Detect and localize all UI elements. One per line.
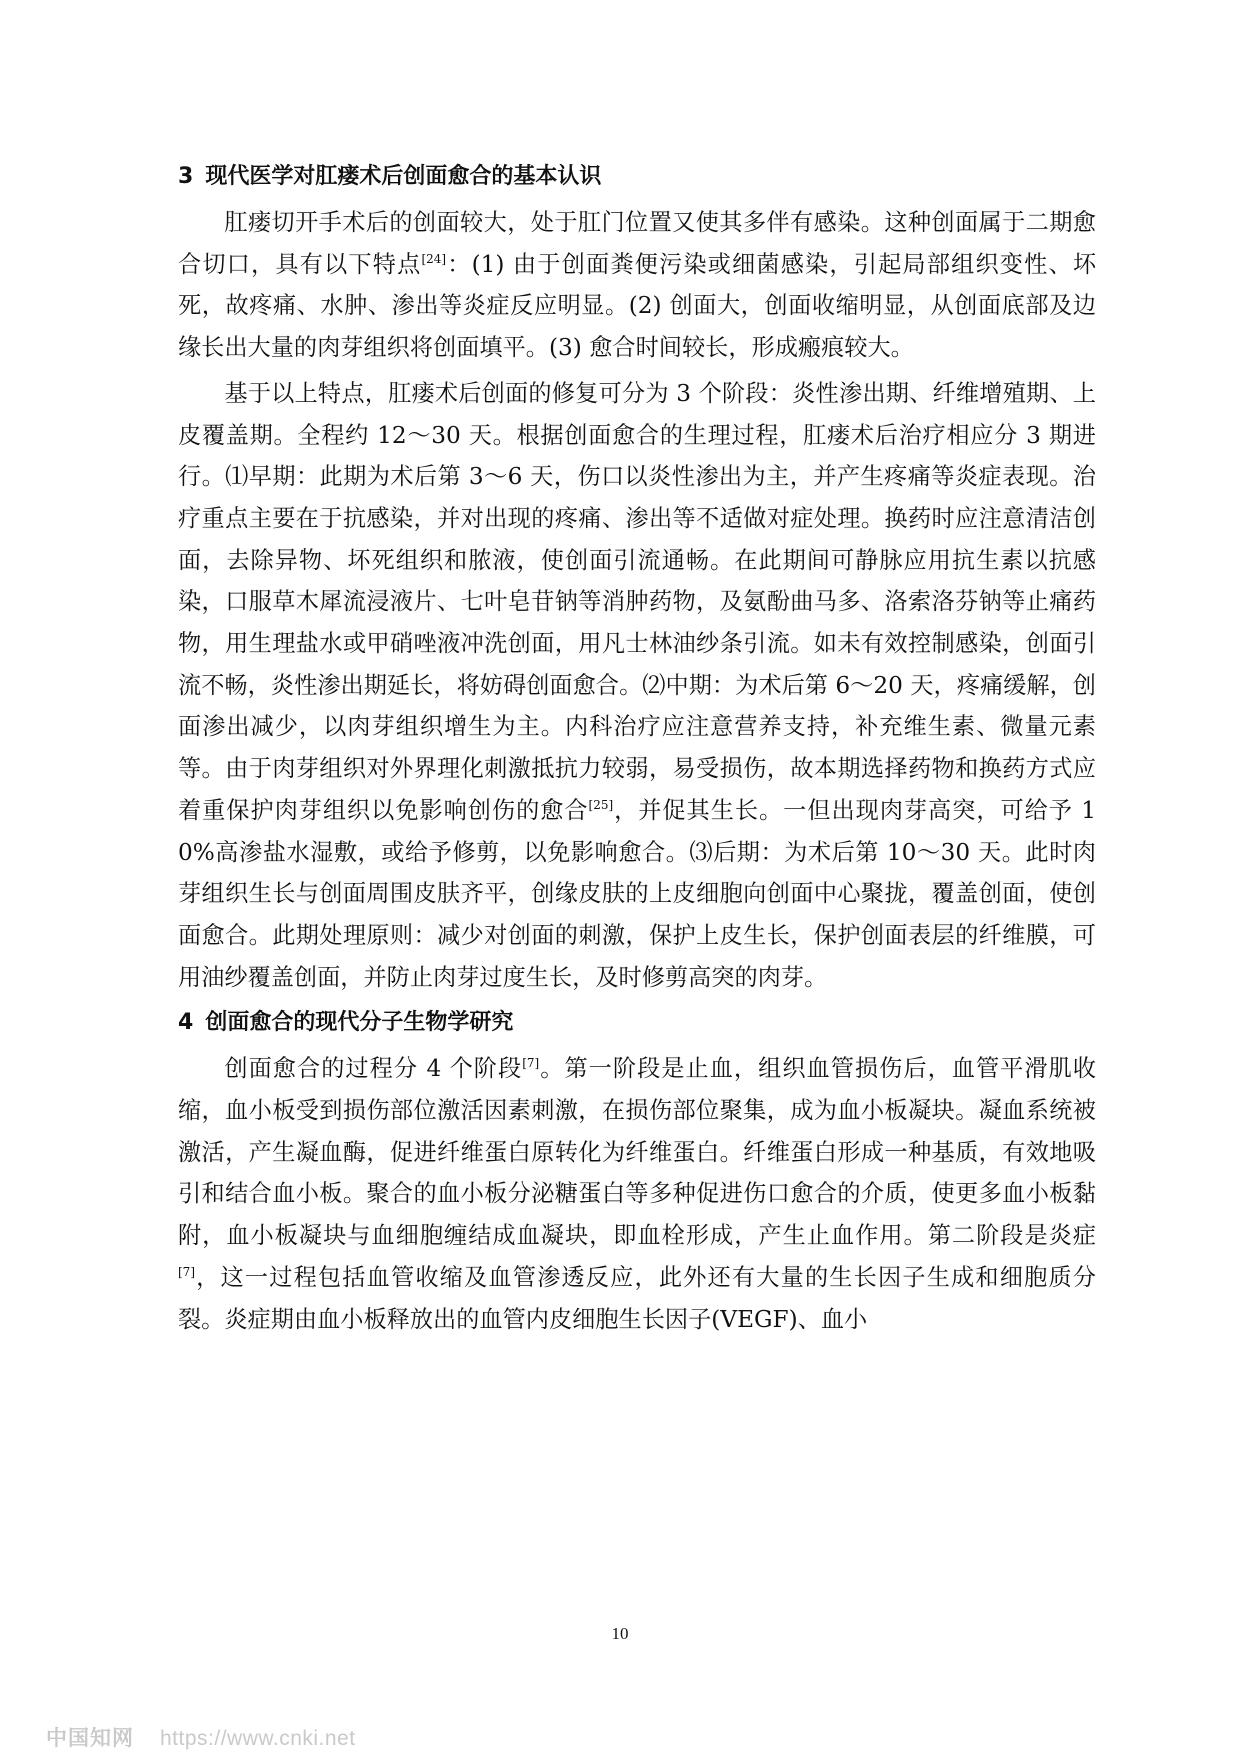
cnki-logo: 中国知网: [46, 1727, 134, 1750]
body-text: [178, 156, 1096, 1340]
cnki-url[interactable]: https://www.cnki.net: [160, 1727, 356, 1750]
page-number: 10: [611, 1624, 629, 1643]
section-4-title: 创面愈合的现代分子生物学研究: [205, 1010, 514, 1036]
paragraph-text: ，并促其生长。一但出现肉芽高突，可给予 10%高渗盐水湿敷，或给予修剪，以免影响愈合。⑶后期：为术后第 10～30 天。此时肉芽组织生长与创面周围皮肤齐平，创缘皮肤的上皮细胞向创面中心聚拢，覆盖创面，使创面愈合。此期处理原则：减少对创面的刺激，保护上皮生长，保护创面表层的纤维膜，可用油纱覆盖创面，并防止肉芽过度生长，及时修剪高突的肉芽。: [178, 796, 1097, 991]
section-4-paragraph-1: [178, 1048, 1096, 1340]
section-3-heading: [178, 156, 1096, 198]
paragraph-text: 肛瘘切开手术后的创面较大，处于肛门位置又使其多伴有感染。这种创面属于二期愈合切口，具有以下特点: [178, 209, 1096, 278]
paragraph-text: 创面愈合的过程分 4 个阶段: [224, 1055, 523, 1083]
citation-25[interactable]: [25]: [588, 797, 614, 812]
citation-24[interactable]: [24]: [421, 251, 447, 266]
section-3-number: 3: [178, 164, 194, 189]
section-4-number: 4: [178, 1010, 194, 1036]
section-3-paragraph-1: [178, 202, 1096, 369]
citation-7[interactable]: [7]: [178, 1264, 195, 1279]
paragraph-text: ，这一过程包括血管收缩及血管渗透反应，此外还有大量的生长因子生成和细胞质分裂。炎症期由血小板释放出的血管内皮细胞生长因子(VEGF)、血小: [178, 1263, 1096, 1333]
paragraph-text: 基于以上特点，肛瘘术后创面的修复可分为 3 个阶段：炎性渗出期、纤维增殖期、上皮覆盖期。全程约 12～30 天。根据创面愈合的生理过程，肛瘘术后治疗相应分 3 期进行。⑴早期：此期为术后第 3～6 天，伤口以炎性渗出为主，并产生疼痛等炎症表现。治疗重点主要在于抗感染，并对出现的疼痛、渗出等不适做对症处理。换药时应注意清洁创面，去除异物、坏死组织和脓液，使创面引流通畅。在此期间可静脉应用抗生素以抗感染，口服草木犀流浸液片、七叶皂苷钠等消肿药物，及氨酚曲马多、洛索洛芬钠等止痛药物，用生理盐水或甲硝唑液冲洗创面，用凡士林油纱条引流。如未有效控制感染，创面引流不畅，炎性渗出期延长，将妨碍创面愈合。⑵中期：为术后第 6～20 天，疼痛缓解，创面渗出减少，以肉芽组织增生为主。内科治疗应注意营养支持，补充维生素、微量元素等。由于肉芽组织对外界理化刺激抵抗力较弱，易受损伤，故本期选择药物和换药方式应着重保护肉芽组织以免影响创伤的愈合: [178, 379, 1096, 824]
paragraph-text: 。第一阶段是止血，组织血管损伤后，血管平滑肌收缩，血小板受到损伤部位激活因素刺激，在损伤部位聚集，成为血小板凝块。凝血系统被激活，产生凝血酶，促进纤维蛋白原转化为纤维蛋白。纤维蛋白形成一种基质，有效地吸引和结合血小板。聚合的血小板分泌糖蛋白等多种促进伤口愈合的介质，使更多血小板黏附，血小板凝块与血细胞缠结成血凝块，即血栓形成，产生止血作用。第二阶段是炎症: [178, 1055, 1096, 1250]
section-3-title: 现代医学对肛瘘术后创面愈合的基本认识: [205, 164, 602, 189]
section-3-paragraph-2: [178, 373, 1096, 999]
section-4-heading: [178, 1002, 1096, 1044]
citation-7[interactable]: [7]: [522, 1056, 540, 1071]
cnki-watermark: [46, 1722, 356, 1752]
paragraph-text: ：(1) 由于创面粪便污染或细菌感染，引起局部组织变性、坏死，故疼痛、水肿、渗出等炎症反应明显。(2) 创面大，创面收缩明显，从创面底部及边缘长出大量的肉芽组织将创面填平。(3) 愈合时间较长，形成瘢痕较大。: [178, 250, 1097, 362]
